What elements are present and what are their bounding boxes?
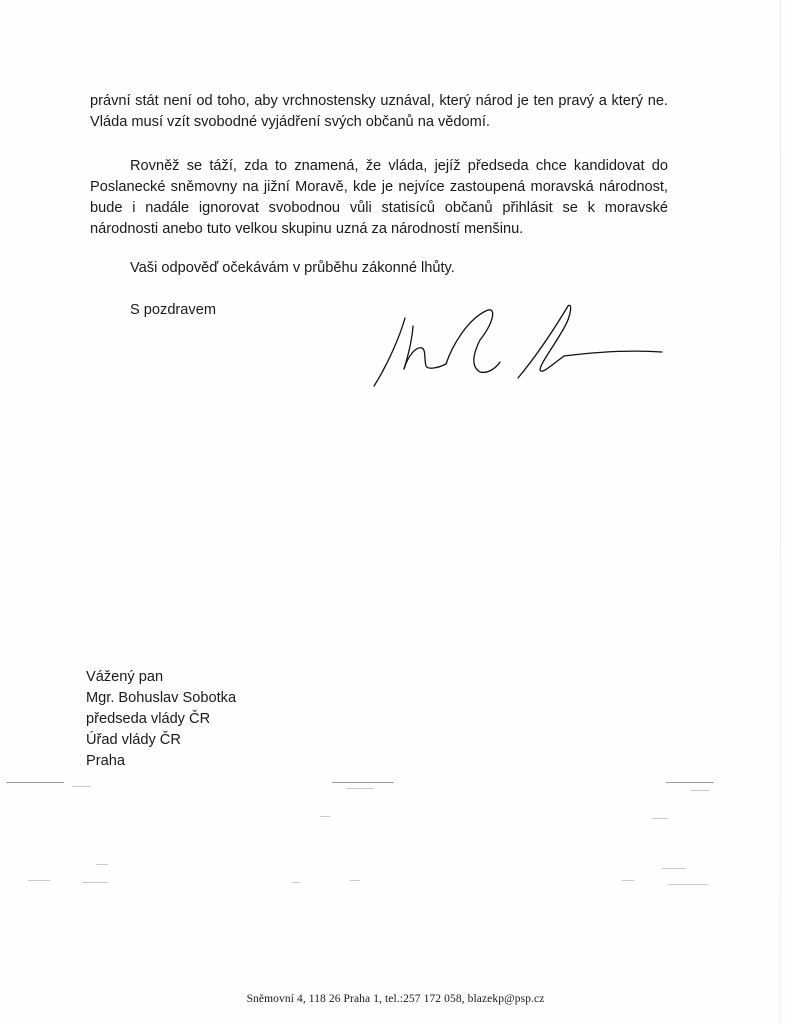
letter-paragraph-2: Rovněž se táží, zda to znamená, že vláda, jejíž předseda chce kandidovat do Poslanecké sněmovny na jižní Moravě, kde je nejvíce zastoupená moravská národnost, bude i nadále ignorovat svobodnou vůli statisíců občanů přihlásit se k moravské národnosti anebo tuto velkou skupinu uzná za národností menšinu. (90, 158, 668, 237)
recipient-name: Mgr. Bohuslav Sobotka (86, 690, 237, 706)
recipient-city: Praha (86, 753, 125, 769)
scan-noise-mark (96, 864, 108, 865)
scan-noise-mark (668, 884, 708, 885)
scan-noise-mark (320, 816, 330, 817)
scan-noise-mark (346, 788, 374, 789)
recipient-salutation: Vážený pan (86, 669, 164, 685)
scan-noise-mark (28, 880, 50, 881)
scan-noise-mark (666, 782, 714, 783)
recipient-office: Úřad vlády ČR (86, 732, 181, 748)
signature-icon (368, 296, 668, 392)
scan-noise-mark (332, 782, 394, 783)
letter-closing: S pozdravem (130, 302, 216, 318)
footer-contact: Sněmovní 4, 118 26 Praha 1, tel.:257 172 058, blazekp@psp.cz (246, 993, 545, 1005)
scan-noise-mark (82, 882, 108, 883)
letter-paragraph-3: Vaši odpověď očekávám v průběhu zákonné lhůty. (130, 260, 455, 276)
scan-edge-line (780, 0, 781, 1024)
scan-noise-mark (690, 790, 710, 791)
recipient-position: předseda vlády ČR (86, 711, 211, 727)
scan-noise-mark (292, 882, 300, 883)
scan-noise-mark (662, 868, 686, 869)
letter-paragraph-1: právní stát není od toho, aby vrchnostensky uznával, který národ je ten pravý a který ne. Vláda musí vzít svobodné vyjádření svých občanů na vědomí. (90, 93, 668, 130)
recipient-address (86, 667, 236, 772)
scan-noise-mark (6, 782, 64, 783)
scan-noise-mark (622, 880, 634, 881)
scan-noise-mark (652, 818, 668, 819)
scan-noise-mark (350, 880, 360, 881)
scan-noise-mark (72, 786, 90, 787)
